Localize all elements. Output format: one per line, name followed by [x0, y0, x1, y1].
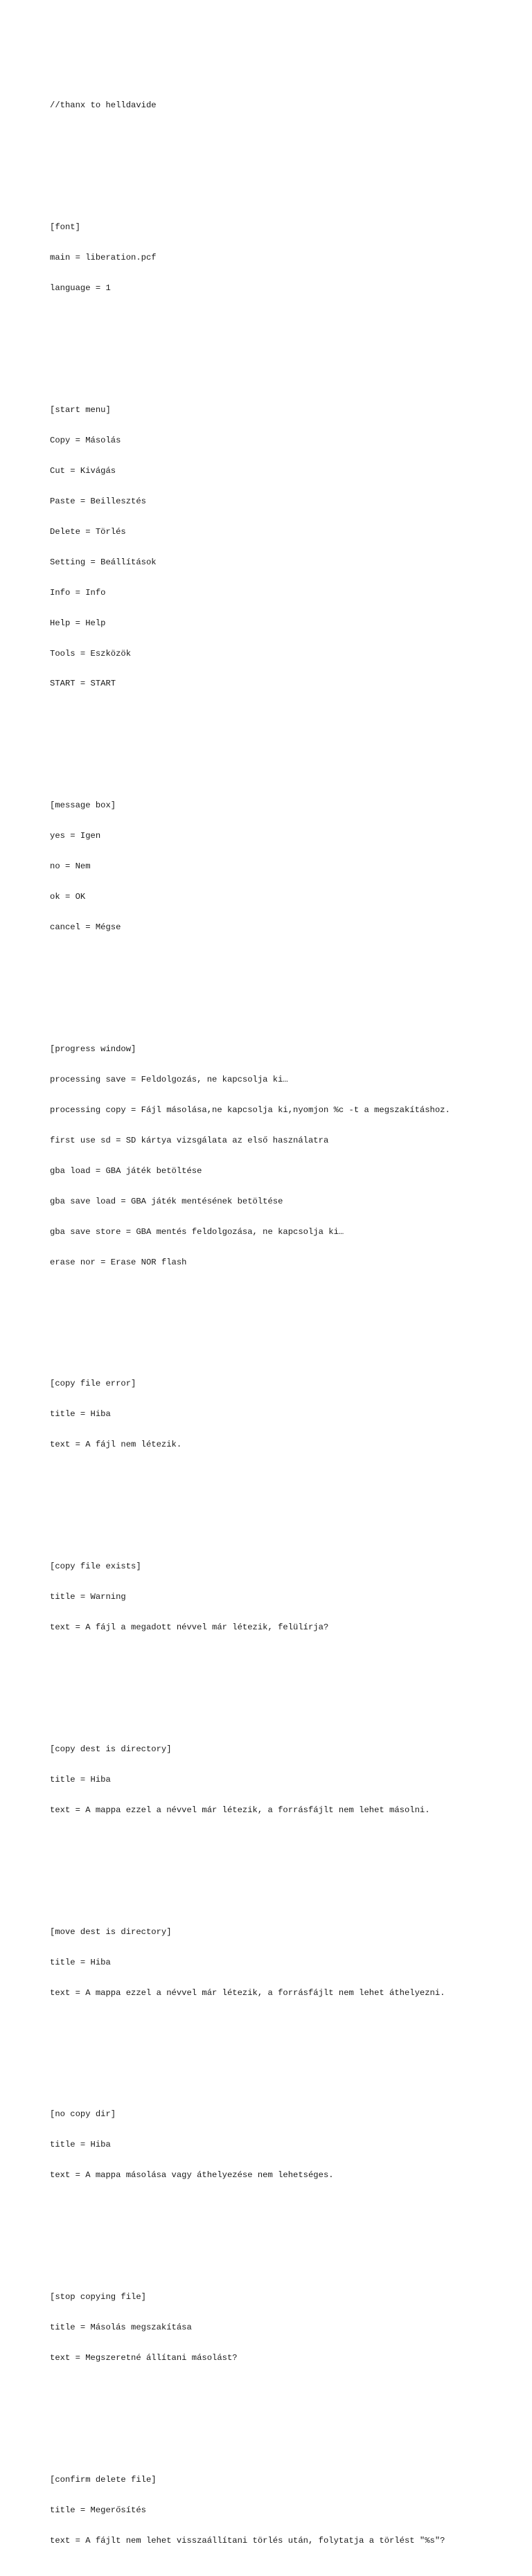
config-entry: gba load = GBA játék betöltése: [50, 1165, 202, 1176]
section-copy-file-exists: [50, 1541, 521, 1653]
blank-line: [50, 2039, 521, 2049]
config-entry: Tools = Eszközök: [50, 648, 132, 659]
config-entry: text = A mappa ezzel a névvel már létezik, a forrásfájlt nem lehet áthelyezni.: [50, 1987, 445, 1998]
section-header: [no copy dir]: [50, 2109, 116, 2120]
section-message-box: [50, 780, 521, 953]
config-entry: gba save store = GBA mentés feldolgozása, ne kapcsolja ki…: [50, 1226, 344, 1237]
section-copy-dest-is-directory: [50, 1724, 521, 1836]
config-entry: START = START: [50, 679, 116, 689]
config-entry: text = A fájl nem létezik.: [50, 1440, 182, 1450]
config-entry: title = Warning: [50, 1592, 126, 1602]
blank-line: [50, 152, 521, 162]
section-header: [start menu]: [50, 404, 111, 415]
section-header: [message box]: [50, 800, 116, 811]
config-entry: Delete = Törlés: [50, 526, 126, 537]
config-entry: ok = OK: [50, 892, 86, 902]
comment-block: [50, 80, 521, 131]
config-entry: yes = Igen: [50, 831, 101, 841]
section-copy-file-error: [50, 1359, 521, 1470]
blank-line: [50, 1491, 521, 1501]
config-entry: cancel = Mégse: [50, 922, 121, 933]
config-entry: text = A mappa másolása vagy áthelyezése nem lehetséges.: [50, 2170, 334, 2181]
section-header: [stop copying file]: [50, 2292, 146, 2302]
section-progress-window: [50, 1024, 521, 1288]
config-entry: title = Hiba: [50, 1409, 111, 1420]
section-no-copy-dir: [50, 2089, 521, 2201]
section-header: [move dest is directory]: [50, 1926, 172, 1937]
section-header: [copy file error]: [50, 1379, 136, 1389]
blank-line: [50, 1673, 521, 1683]
config-entry: text = A fájl a megadott névvel már létezik, felülírja?: [50, 1622, 329, 1633]
section-header: [progress window]: [50, 1044, 136, 1054]
config-entry: no = Nem: [50, 861, 91, 872]
config-entry: Setting = Beállítások: [50, 557, 157, 567]
config-document: [50, 50, 521, 2576]
section-font: [50, 202, 521, 314]
config-entry: title = Hiba: [50, 2140, 111, 2150]
config-entry: first use sd = SD kártya vizsgálata az első használatra: [50, 1135, 329, 1145]
comment-line: //thanx to helldavide: [50, 100, 157, 111]
config-entry: gba save load = GBA játék mentésének betöltése: [50, 1196, 283, 1206]
config-entry: Info = Info: [50, 587, 106, 598]
section-confirm-delete-file: [50, 2455, 521, 2566]
section-start-menu: [50, 385, 521, 710]
config-entry: text = Megszeretné állítani másolást?: [50, 2353, 238, 2363]
config-entry: processing copy = Fájl másolása,ne kapcsolja ki,nyomjon %c -t a megszakításhoz.: [50, 1104, 450, 1115]
blank-line: [50, 1308, 521, 1318]
section-header: [copy dest is directory]: [50, 1744, 172, 1754]
config-entry: Cut = Kivágás: [50, 465, 116, 476]
section-stop-copying-file: [50, 2272, 521, 2383]
config-entry: erase nor = Erase NOR flash: [50, 1257, 187, 1267]
blank-line: [50, 2404, 521, 2414]
section-header: [font]: [50, 222, 80, 233]
config-entry: Paste = Beillesztés: [50, 496, 146, 506]
blank-line: [50, 334, 521, 344]
blank-line: [50, 973, 521, 983]
config-entry: Help = Help: [50, 618, 106, 628]
blank-line: [50, 2221, 521, 2232]
config-entry: title = Hiba: [50, 1957, 111, 1967]
blank-line: [50, 1856, 521, 1866]
config-entry: title = Megerősítés: [50, 2505, 146, 2515]
config-entry: title = Másolás megszakítása: [50, 2323, 192, 2333]
config-entry: text = A fájlt nem lehet visszaállítani törlés után, folytatja a törlést "%s"?: [50, 2535, 445, 2546]
config-entry: main = liberation.pcf: [50, 253, 157, 263]
section-move-dest-is-directory: [50, 1906, 521, 2018]
config-entry: language = 1: [50, 283, 111, 294]
config-entry: processing save = Feldolgozás, ne kapcsolja ki…: [50, 1074, 288, 1084]
config-entry: text = A mappa ezzel a névvel már létezik, a forrásfájlt nem lehet másolni.: [50, 1805, 430, 1815]
blank-line: [50, 730, 521, 740]
section-header: [confirm delete file]: [50, 2474, 157, 2485]
config-entry: Copy = Másolás: [50, 435, 121, 445]
config-entry: title = Hiba: [50, 1774, 111, 1785]
section-header: [copy file exists]: [50, 1562, 141, 1572]
